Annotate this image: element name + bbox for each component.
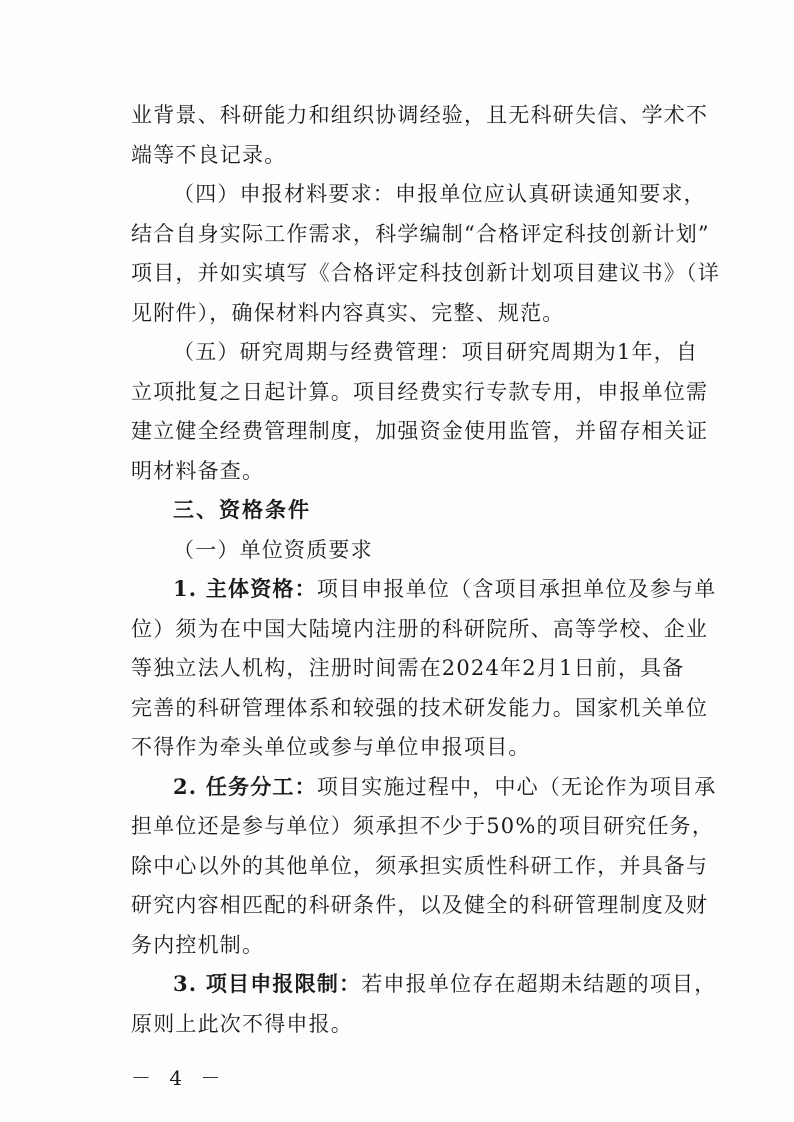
paragraph-line: 除中心以外的其他单位，须承担实质性科研工作，并具备与 [131, 854, 709, 878]
paragraph-line: 务内控机制。 [131, 933, 265, 957]
section-five-line: （五）研究周期与经费管理：项目研究周期为1年，自 [173, 340, 699, 364]
item-three-line [173, 966, 717, 1002]
item-two-line [173, 769, 717, 805]
section-four-line: （四）申报材料要求：申报单位应认真研读通知要求， [173, 182, 706, 206]
item-lead-label: 1. 主体资格： [173, 576, 317, 601]
paragraph-line: 业背景、科研能力和组织协调经验，且无科研失信、学术不 [131, 103, 709, 127]
paragraph-line: 项目，并如实填写《合格评定科技创新计划项目建议书》（详 [131, 261, 720, 285]
paragraph-line: 见附件），确保材料内容真实、完整、规范。 [131, 301, 565, 325]
item-lead-label: 2. 任务分工： [173, 774, 317, 799]
paragraph-line: 明材料备查。 [131, 459, 265, 483]
item-lead-label: 3. 项目申报限制： [173, 971, 362, 996]
paragraph-line: 立项批复之日起计算。项目经费实行专款专用，申报单位需 [131, 380, 709, 404]
item-lead-text: 项目申报单位（含项目承担单位及参与单 [316, 577, 717, 601]
item-lead-text: 项目实施过程中，中心（无论作为项目承 [316, 775, 717, 799]
page-number: － 4 － [131, 1066, 227, 1090]
paragraph-line: 原则上此次不得申报。 [131, 1012, 353, 1036]
paragraph-line: 完善的科研管理体系和较强的技术研发能力。国家机关单位 [131, 696, 709, 720]
item-one-line [173, 571, 717, 607]
subsection-heading: （一）单位资质要求 [173, 538, 373, 562]
section-heading: 三、资格条件 [173, 498, 311, 522]
paragraph-line: 担单位还是参与单位）须承担不少于50%的项目研究任务， [131, 814, 715, 838]
paragraph-line: 建立健全经费管理制度，加强资金使用监管，并留存相关证 [131, 419, 709, 443]
paragraph-line: 位）须为在中国大陆境内注册的科研院所、高等学校、企业 [131, 617, 709, 641]
paragraph-line: 等独立法人机构，注册时间需在2024年2月1日前，具备 [131, 656, 685, 680]
paragraph-line: 端等不良记录。 [131, 143, 287, 167]
paragraph-line: 不得作为牵头单位或参与单位申报项目。 [131, 735, 531, 759]
item-lead-text: 若申报单位存在超期未结题的项目， [361, 972, 717, 996]
paragraph-line: 结合自身实际工作需求，科学编制“合格评定科技创新计划” [131, 222, 710, 246]
paragraph-line: 研究内容相匹配的科研条件，以及健全的科研管理制度及财 [131, 893, 709, 917]
